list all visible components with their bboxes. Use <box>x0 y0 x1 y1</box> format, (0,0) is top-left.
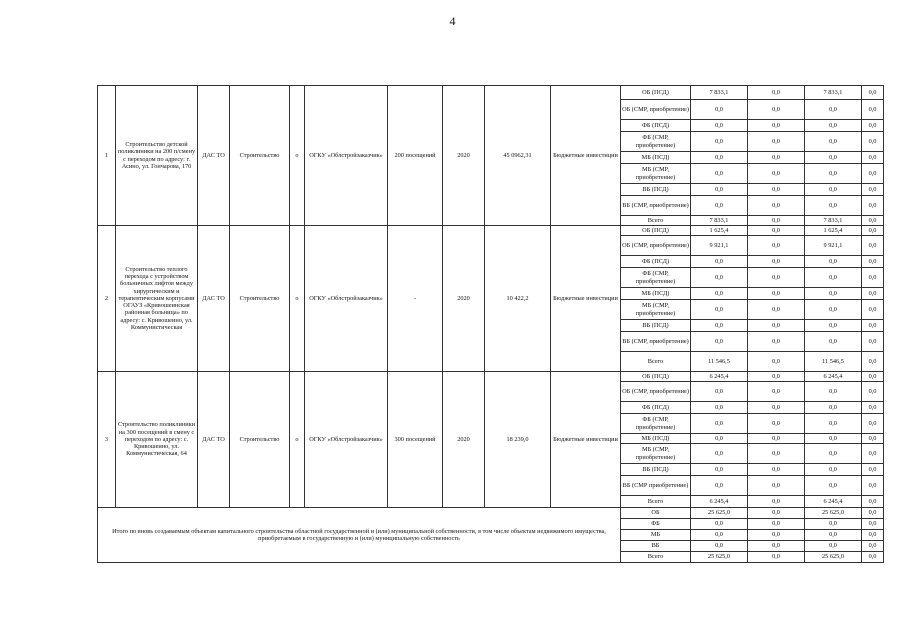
total-amount-cell: 0,0 <box>805 541 862 552</box>
amount-cell: 0,0 <box>691 320 748 332</box>
page-number: 4 <box>449 14 456 28</box>
work-type: Строительство <box>230 372 290 508</box>
amount-cell: 0,0 <box>805 120 862 132</box>
amount-cell: 0,0 <box>691 164 748 184</box>
amount-cell: 0,0 <box>862 226 884 236</box>
amount-cell: 0,0 <box>691 288 748 300</box>
amount-cell: 0,0 <box>748 268 805 288</box>
funding-source-label: МБ (ПСД) <box>621 288 691 300</box>
object-name: Строительство поликлиники на 300 посещений в смену с переходом по адресу: с. Кривошеино, ул. Коммунистическая, 64 <box>116 372 198 508</box>
amount-cell: 0,0 <box>691 256 748 268</box>
funding-source-label: ОБ (СМР, приобретение) <box>621 236 691 256</box>
total-amount-cell: 0,0 <box>748 552 805 563</box>
total-amount-cell: 0,0 <box>862 530 884 541</box>
amount-cell: 0,0 <box>805 268 862 288</box>
amount-cell: 0,0 <box>862 402 884 414</box>
row-number: 1 <box>98 86 116 226</box>
amount-cell: 0,0 <box>748 216 805 226</box>
amount-cell: 0,0 <box>748 476 805 496</box>
customer: ОГКУ «Облстройзаказчик» <box>305 372 388 508</box>
funding-source-label: ВБ (ПСД) <box>621 320 691 332</box>
amount-cell: 0,0 <box>748 444 805 464</box>
amount-cell: 0,0 <box>691 332 748 352</box>
estimated-cost: 10 422,2 <box>485 226 551 372</box>
total-amount-cell: 0,0 <box>862 552 884 563</box>
department: ДАС ТО <box>198 226 230 372</box>
estimated-cost: 45 0962,31 <box>485 86 551 226</box>
amount-cell: 0,0 <box>748 184 805 196</box>
total-amount-cell: 0,0 <box>862 541 884 552</box>
funding-source-label: ОБ (ПСД) <box>621 372 691 382</box>
amount-cell: 0,0 <box>748 382 805 402</box>
total-row <box>98 508 884 519</box>
total-amount-cell: 0,0 <box>862 519 884 530</box>
amount-cell: 0,0 <box>862 320 884 332</box>
amount-cell: 0,0 <box>805 100 862 120</box>
amount-cell: 0,0 <box>748 236 805 256</box>
amount-cell: 0,0 <box>805 414 862 434</box>
amount-cell: 0,0 <box>862 164 884 184</box>
amount-cell: 0,0 <box>691 444 748 464</box>
total-amount-cell: 25 625,0 <box>691 508 748 519</box>
object-mark: о <box>290 226 305 372</box>
amount-cell: 0,0 <box>862 120 884 132</box>
total-source-label: Всего <box>621 552 691 563</box>
amount-cell: 7 833,1 <box>805 86 862 100</box>
table-body <box>98 86 884 563</box>
total-amount-cell: 25 625,0 <box>691 552 748 563</box>
amount-cell: 11 546,5 <box>691 352 748 372</box>
amount-cell: 0,0 <box>862 300 884 320</box>
amount-cell: 0,0 <box>748 496 805 508</box>
amount-cell: 0,0 <box>748 132 805 152</box>
funding-source-label: ОБ (ПСД) <box>621 86 691 100</box>
funding-type: Бюджетные инвестиции <box>551 226 621 372</box>
amount-cell: 0,0 <box>691 196 748 216</box>
amount-cell: 0,0 <box>805 300 862 320</box>
capacity: - <box>388 226 443 372</box>
amount-cell: 0,0 <box>862 184 884 196</box>
amount-cell: 0,0 <box>691 100 748 120</box>
amount-cell: 0,0 <box>691 120 748 132</box>
total-amount-cell: 0,0 <box>805 519 862 530</box>
amount-cell: 0,0 <box>748 332 805 352</box>
object-mark: о <box>290 86 305 226</box>
funding-source-label: ОБ (ПСД) <box>621 226 691 236</box>
amount-cell: 1 625,4 <box>691 226 748 236</box>
amount-cell: 0,0 <box>805 152 862 164</box>
total-amount-cell: 25 625,0 <box>805 552 862 563</box>
row-number: 3 <box>98 372 116 508</box>
department: ДАС ТО <box>198 86 230 226</box>
amount-cell: 0,0 <box>862 132 884 152</box>
amount-cell: 0,0 <box>805 434 862 444</box>
amount-cell: 0,0 <box>805 164 862 184</box>
amount-cell: 0,0 <box>805 256 862 268</box>
amount-cell: 0,0 <box>748 434 805 444</box>
amount-cell: 0,0 <box>691 414 748 434</box>
amount-cell: 0,0 <box>805 184 862 196</box>
total-amount-cell: 0,0 <box>691 530 748 541</box>
funding-source-label: ФБ (ПСД) <box>621 402 691 414</box>
amount-cell: 0,0 <box>805 132 862 152</box>
funding-source-label: МБ (ПСД) <box>621 152 691 164</box>
amount-cell: 7 833,1 <box>691 86 748 100</box>
amount-cell: 7 833,1 <box>691 216 748 226</box>
amount-cell: 0,0 <box>691 300 748 320</box>
amount-cell: 0,0 <box>805 288 862 300</box>
funding-source-label: ВБ (СМР, приобретение) <box>621 196 691 216</box>
amount-cell: 0,0 <box>691 402 748 414</box>
row-number: 2 <box>98 226 116 372</box>
amount-cell: 0,0 <box>862 332 884 352</box>
total-amount-cell: 0,0 <box>748 519 805 530</box>
funding-source-label: ФБ (СМР, приобретение) <box>621 268 691 288</box>
amount-cell: 6 245,4 <box>805 496 862 508</box>
amount-cell: 0,0 <box>805 444 862 464</box>
amount-cell: 0,0 <box>691 382 748 402</box>
amount-cell: 0,0 <box>748 100 805 120</box>
department: ДАС ТО <box>198 372 230 508</box>
amount-cell: 0,0 <box>862 216 884 226</box>
amount-cell: 11 546,5 <box>805 352 862 372</box>
amount-cell: 0,0 <box>748 288 805 300</box>
amount-cell: 0,0 <box>862 268 884 288</box>
amount-cell: 7 833,1 <box>805 216 862 226</box>
amount-cell: 6 245,4 <box>691 372 748 382</box>
customer: ОГКУ «Облстройзаказчик» <box>305 226 388 372</box>
estimated-cost: 18 239,0 <box>485 372 551 508</box>
amount-cell: 0,0 <box>805 332 862 352</box>
year: 2020 <box>443 226 485 372</box>
total-source-label: МБ <box>621 530 691 541</box>
total-amount-cell: 25 625,0 <box>805 508 862 519</box>
amount-cell: 0,0 <box>748 256 805 268</box>
amount-cell: 0,0 <box>805 476 862 496</box>
amount-cell: 0,0 <box>691 132 748 152</box>
amount-cell: 0,0 <box>691 184 748 196</box>
amount-cell: 9 921,1 <box>805 236 862 256</box>
amount-cell: 0,0 <box>805 402 862 414</box>
object-mark: о <box>290 372 305 508</box>
funding-type: Бюджетные инвестиции <box>551 372 621 508</box>
funding-source-label: МБ (СМР, приобретение) <box>621 164 691 184</box>
funding-type: Бюджетные инвестиции <box>551 86 621 226</box>
funding-source-label: Всего <box>621 496 691 508</box>
table-row <box>98 372 884 382</box>
capacity: 300 посещений <box>388 372 443 508</box>
total-source-label: ФБ <box>621 519 691 530</box>
amount-cell: 0,0 <box>862 196 884 216</box>
amount-cell: 0,0 <box>862 464 884 476</box>
amount-cell: 0,0 <box>862 414 884 434</box>
funding-source-label: ВБ (СМР приобретение) <box>621 476 691 496</box>
total-amount-cell: 0,0 <box>748 508 805 519</box>
amount-cell: 0,0 <box>691 152 748 164</box>
funding-source-label: ФБ (ПСД) <box>621 120 691 132</box>
funding-source-label: ФБ (ПСД) <box>621 256 691 268</box>
amount-cell: 0,0 <box>862 100 884 120</box>
objects-table <box>97 85 884 563</box>
amount-cell: 0,0 <box>862 236 884 256</box>
funding-source-label: МБ (ПСД) <box>621 434 691 444</box>
amount-cell: 0,0 <box>862 434 884 444</box>
amount-cell: 0,0 <box>862 444 884 464</box>
funding-source-label: Всего <box>621 352 691 372</box>
amount-cell: 0,0 <box>862 288 884 300</box>
amount-cell: 0,0 <box>862 372 884 382</box>
work-type: Строительство <box>230 226 290 372</box>
amount-cell: 0,0 <box>862 352 884 372</box>
amount-cell: 0,0 <box>748 402 805 414</box>
amount-cell: 0,0 <box>748 164 805 184</box>
total-source-label: ВБ <box>621 541 691 552</box>
work-type: Строительство <box>230 86 290 226</box>
table-row <box>98 86 884 100</box>
amount-cell: 0,0 <box>748 320 805 332</box>
amount-cell: 6 245,4 <box>805 372 862 382</box>
amount-cell: 0,0 <box>691 476 748 496</box>
table-row <box>98 226 884 236</box>
funding-source-label: Всего <box>621 216 691 226</box>
amount-cell: 0,0 <box>748 152 805 164</box>
funding-source-label: ОБ (СМР, приобретение) <box>621 100 691 120</box>
total-source-label: ОБ <box>621 508 691 519</box>
total-amount-cell: 0,0 <box>862 508 884 519</box>
year: 2020 <box>443 86 485 226</box>
amount-cell: 0,0 <box>862 256 884 268</box>
funding-source-label: ВБ (СМР, приобретение) <box>621 332 691 352</box>
object-name: Строительство детской поликлиники на 200 п/смену с переходом по адресу: г. Асино, ул. Гончарова, 170 <box>116 86 198 226</box>
amount-cell: 0,0 <box>691 434 748 444</box>
amount-cell: 0,0 <box>862 382 884 402</box>
amount-cell: 0,0 <box>862 152 884 164</box>
funding-source-label: МБ (СМР, приобретение) <box>621 444 691 464</box>
total-amount-cell: 0,0 <box>691 519 748 530</box>
amount-cell: 0,0 <box>805 382 862 402</box>
amount-cell: 0,0 <box>805 464 862 476</box>
funding-source-label: ОБ (СМР, приобретение) <box>621 382 691 402</box>
amount-cell: 0,0 <box>748 196 805 216</box>
amount-cell: 0,0 <box>748 86 805 100</box>
amount-cell: 9 921,1 <box>691 236 748 256</box>
amount-cell: 0,0 <box>691 268 748 288</box>
amount-cell: 1 625,4 <box>805 226 862 236</box>
amount-cell: 0,0 <box>748 120 805 132</box>
total-amount-cell: 0,0 <box>691 541 748 552</box>
amount-cell: 0,0 <box>748 414 805 434</box>
total-amount-cell: 0,0 <box>748 530 805 541</box>
amount-cell: 0,0 <box>805 320 862 332</box>
object-name: Строительство теплого перехода с устройством больничных лифтов между хирургическим и терапевтическим корпусами ОГАУЗ «Кривошеинская районная больница» по адресу: с. Кривошеино, ул. Коммунистическая <box>116 226 198 372</box>
total-description: Итого по вновь создаваемым объектам капитального строительства областной государственной и (или) муниципальной собственности, в том числе объектам недвижимого имущества, приобретаемым в государственную и (или) муниципальную собственность <box>98 508 621 563</box>
amount-cell: 6 245,4 <box>691 496 748 508</box>
amount-cell: 0,0 <box>748 300 805 320</box>
customer: ОГКУ «Облстройзаказчик» <box>305 86 388 226</box>
funding-source-label: ВБ (ПСД) <box>621 184 691 196</box>
year: 2020 <box>443 372 485 508</box>
funding-source-label: МБ (СМР, приобретение) <box>621 300 691 320</box>
amount-cell: 0,0 <box>862 86 884 100</box>
capacity: 200 посещений <box>388 86 443 226</box>
amount-cell: 0,0 <box>862 476 884 496</box>
total-amount-cell: 0,0 <box>748 541 805 552</box>
funding-source-label: ВБ (ПСД) <box>621 464 691 476</box>
amount-cell: 0,0 <box>691 464 748 476</box>
amount-cell: 0,0 <box>748 464 805 476</box>
funding-source-label: ФБ (СМР, приобретение) <box>621 414 691 434</box>
amount-cell: 0,0 <box>748 352 805 372</box>
funding-source-label: ФБ (СМР, приобретение) <box>621 132 691 152</box>
amount-cell: 0,0 <box>862 496 884 508</box>
amount-cell: 0,0 <box>805 196 862 216</box>
amount-cell: 0,0 <box>748 226 805 236</box>
amount-cell: 0,0 <box>748 372 805 382</box>
total-amount-cell: 0,0 <box>805 530 862 541</box>
